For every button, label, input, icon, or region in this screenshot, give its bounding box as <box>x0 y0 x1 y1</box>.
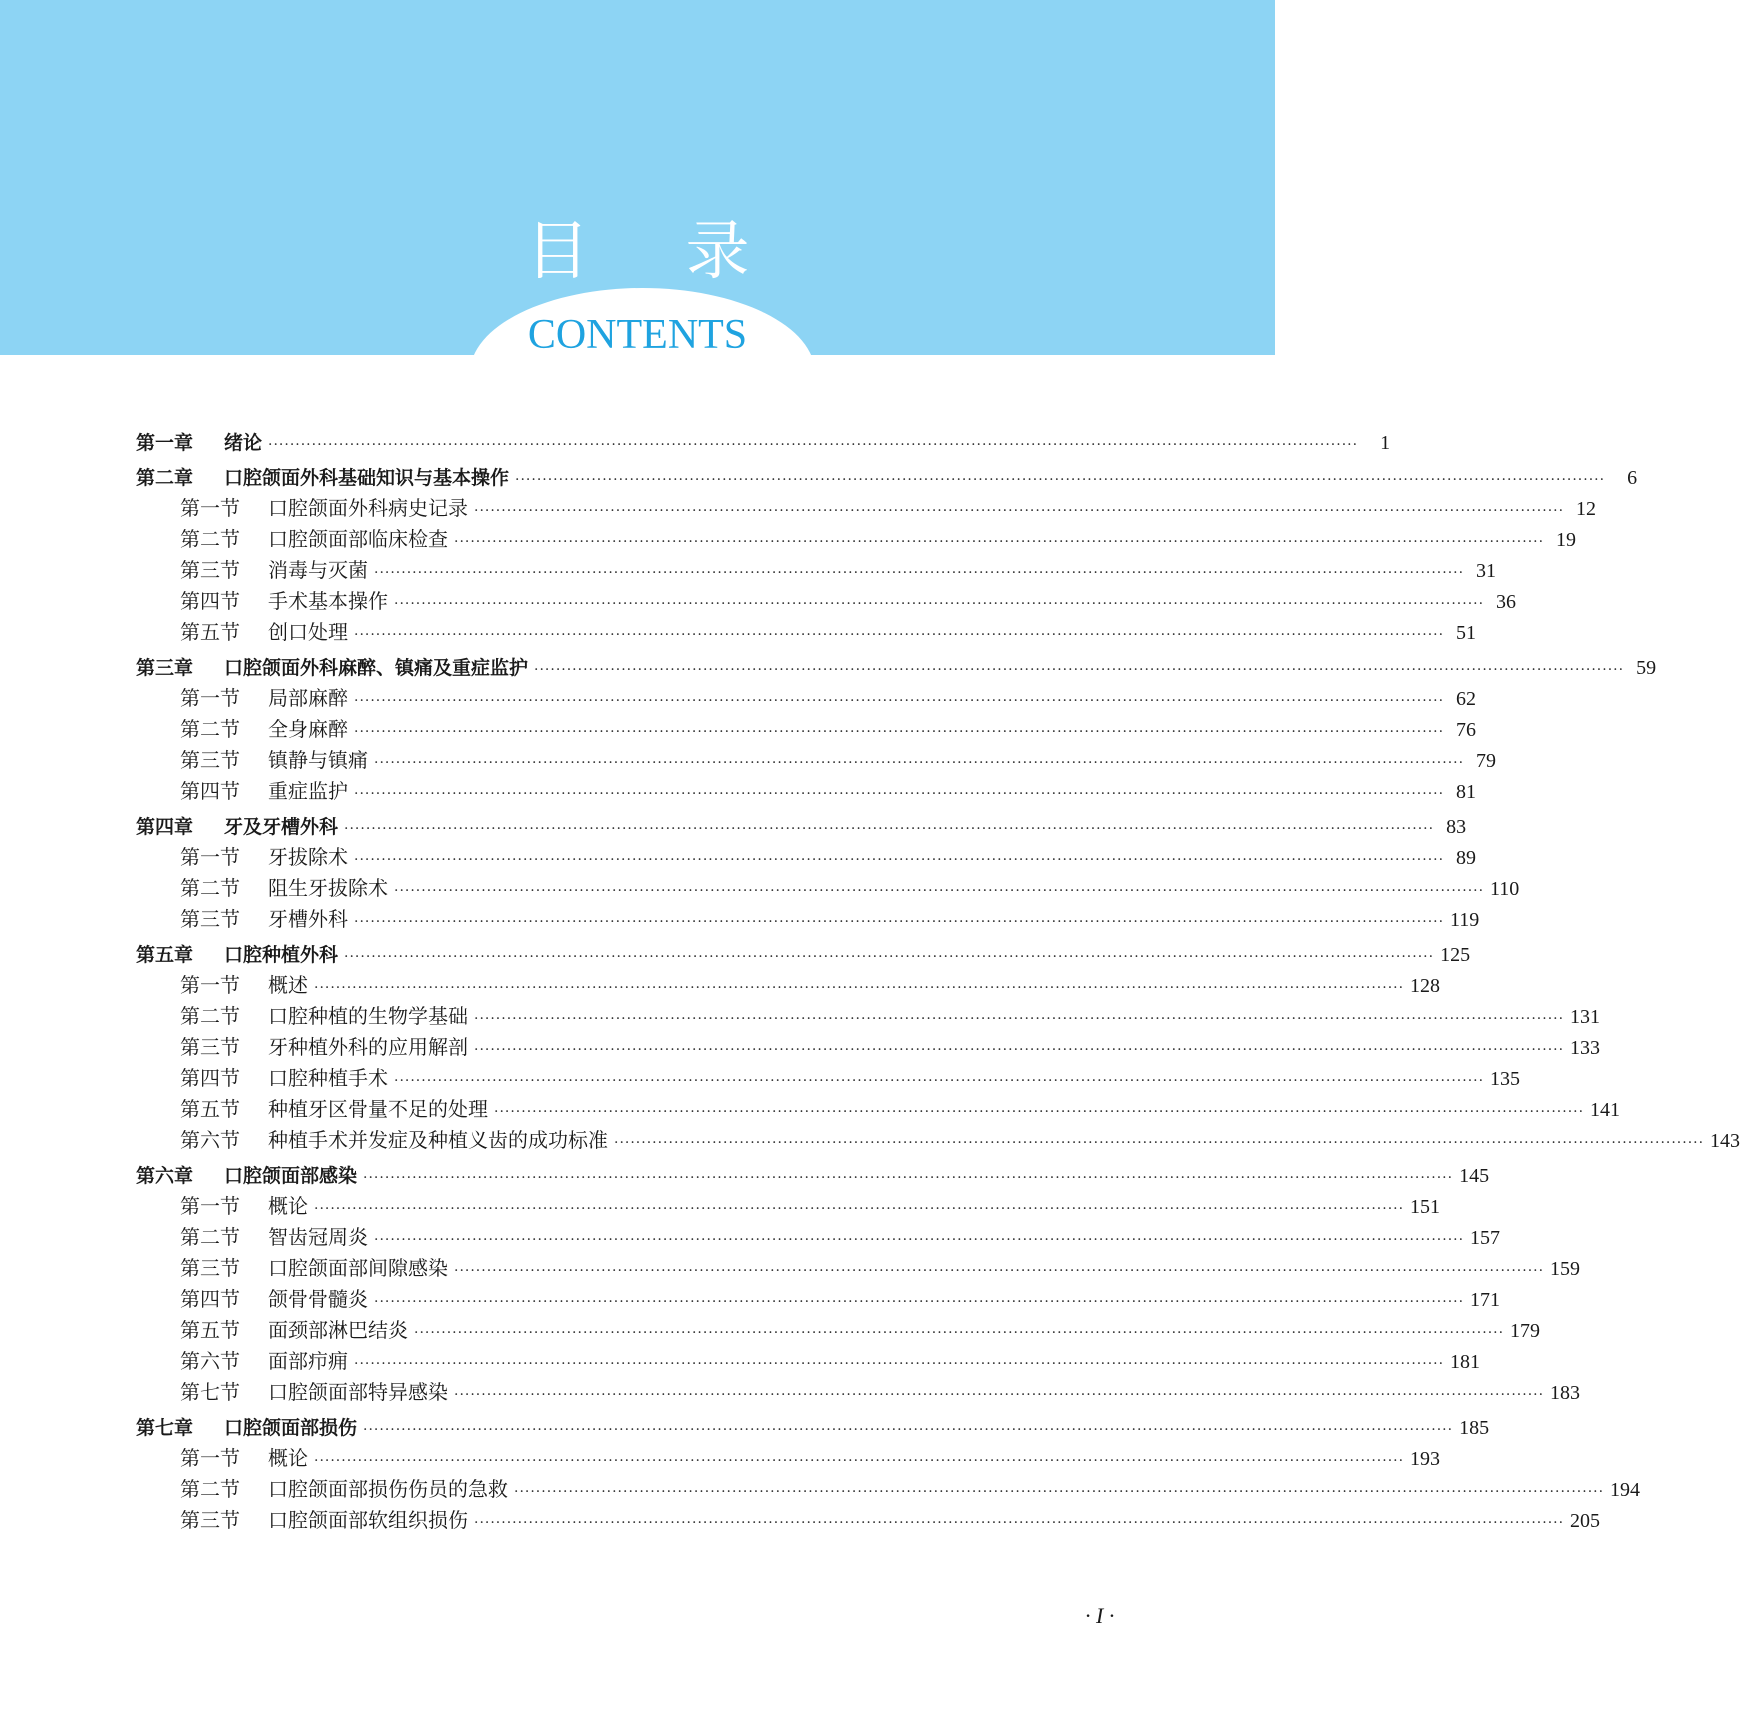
chapter-number: 第二章 <box>136 467 194 489</box>
chapter-title: 绪论 <box>224 432 263 454</box>
page-number: 131 <box>1570 1006 1601 1028</box>
dot-leader: ········································································································································································································ <box>474 1515 1565 1531</box>
chapter-title: 口腔颌面部损伤 <box>224 1417 358 1439</box>
section-number: 第四节 <box>180 779 240 803</box>
toc-section-row[interactable] <box>136 970 1441 1001</box>
toc-section-row[interactable] <box>136 1346 1481 1377</box>
section-title: 概论 <box>268 1194 308 1218</box>
section-title: 牙槽外科 <box>268 907 348 931</box>
page-number: 83 <box>1446 816 1467 838</box>
section-number: 第二节 <box>180 1004 240 1028</box>
dot-leader: ········································································································································································································ <box>314 980 1405 996</box>
toc-section-row[interactable] <box>136 1377 1581 1408</box>
page-number: 179 <box>1510 1320 1541 1342</box>
toc-section-row[interactable] <box>136 683 1477 714</box>
header-banner <box>0 0 1275 355</box>
dot-leader: ········································································································································································································ <box>515 472 1606 488</box>
dot-leader: ········································································································································································································ <box>394 883 1485 899</box>
toc-section-row[interactable] <box>136 1443 1441 1474</box>
toc-chapter-row[interactable] <box>136 1161 1490 1191</box>
section-number: 第三节 <box>180 558 240 582</box>
table-of-contents <box>136 428 1740 1536</box>
toc-section-row[interactable] <box>136 493 1597 524</box>
toc-section-row[interactable] <box>136 1125 1740 1156</box>
dot-leader: ········································································································································································································ <box>494 1104 1585 1120</box>
section-number: 第五节 <box>180 620 240 644</box>
dot-leader: ········································································································································································································ <box>414 1325 1505 1341</box>
toc-section-row[interactable] <box>136 1253 1581 1284</box>
toc-section-row[interactable] <box>136 617 1477 648</box>
page-number: 76 <box>1456 719 1477 741</box>
dot-leader: ········································································································································································································ <box>354 693 1445 709</box>
section-number: 第三节 <box>180 907 240 931</box>
section-number: 第四节 <box>180 1287 240 1311</box>
page-number: 143 <box>1710 1130 1740 1152</box>
section-title: 口腔颌面部软组织损伤 <box>268 1508 468 1532</box>
toc-chapter-row[interactable] <box>136 463 1638 493</box>
dot-leader: ········································································································································································································ <box>394 596 1485 612</box>
toc-section-row[interactable] <box>136 524 1577 555</box>
chapter-title: 口腔颌面部感染 <box>224 1165 358 1187</box>
dot-leader: ········································································································································································································ <box>474 503 1565 519</box>
section-title: 创口处理 <box>268 620 348 644</box>
section-number: 第一节 <box>180 1194 240 1218</box>
toc-section-row[interactable] <box>136 1315 1541 1346</box>
chapter-title: 口腔颌面外科基础知识与基本操作 <box>224 467 510 489</box>
section-number: 第四节 <box>180 1066 240 1090</box>
dot-leader: ········································································································································································································ <box>354 852 1445 868</box>
toc-section-row[interactable] <box>136 776 1477 807</box>
page-number: 133 <box>1570 1037 1601 1059</box>
dot-leader: ········································································································································································································ <box>374 755 1465 771</box>
dot-leader: ········································································································································································································ <box>314 1201 1405 1217</box>
page-title-en: CONTENTS <box>527 312 748 358</box>
toc-section-row[interactable] <box>136 873 1520 904</box>
page-number: 62 <box>1456 688 1477 710</box>
chapter-number: 第六章 <box>136 1165 194 1187</box>
dot-leader: ········································································································································································································ <box>474 1011 1565 1027</box>
dot-leader: ········································································································································································································ <box>394 1073 1485 1089</box>
section-title: 颌骨骨髓炎 <box>268 1287 368 1311</box>
section-number: 第三节 <box>180 748 240 772</box>
section-title: 口腔颌面部临床检查 <box>268 527 448 551</box>
page-number: 19 <box>1556 529 1577 551</box>
section-title: 重症监护 <box>268 779 348 803</box>
page-folio: · I · <box>1085 1603 1115 1628</box>
toc-section-row[interactable] <box>136 745 1497 776</box>
page-number: 159 <box>1550 1258 1581 1280</box>
chapter-number: 第三章 <box>136 657 194 679</box>
dot-leader: ········································································································································································································ <box>454 1263 1545 1279</box>
section-title: 全身麻醉 <box>268 717 348 741</box>
dot-leader: ········································································································································································································ <box>344 949 1435 965</box>
toc-section-row[interactable] <box>136 1094 1621 1125</box>
section-number: 第三节 <box>180 1035 240 1059</box>
page-number: 59 <box>1636 657 1657 679</box>
page-number: 141 <box>1590 1099 1621 1121</box>
dot-leader: ········································································································································································································ <box>534 662 1625 678</box>
section-title: 口腔种植手术 <box>268 1066 388 1090</box>
section-title: 阻生牙拔除术 <box>268 876 388 900</box>
section-number: 第一节 <box>180 1446 240 1470</box>
page-title-cn: 目录 <box>525 215 846 289</box>
section-title: 牙种植外科的应用解剖 <box>268 1035 468 1059</box>
section-title: 镇静与镇痛 <box>268 748 368 772</box>
page-number: 194 <box>1610 1479 1641 1501</box>
page-number: 205 <box>1570 1510 1601 1532</box>
dot-leader: ········································································································································································································ <box>363 1170 1454 1186</box>
page-number: 157 <box>1470 1227 1501 1249</box>
dot-leader: ········································································································································································································ <box>474 1042 1565 1058</box>
section-title: 手术基本操作 <box>268 589 388 613</box>
toc-section-row[interactable] <box>136 1474 1641 1505</box>
dot-leader: ········································································································································································································ <box>374 1294 1465 1310</box>
section-title: 概述 <box>268 973 308 997</box>
section-title: 口腔颌面部特异感染 <box>268 1380 448 1404</box>
section-number: 第三节 <box>180 1508 240 1532</box>
toc-section-row[interactable] <box>136 1032 1601 1063</box>
page-number: 1 <box>1380 432 1391 454</box>
dot-leader: ········································································································································································································ <box>374 565 1465 581</box>
chapter-title: 口腔种植外科 <box>224 944 339 966</box>
page-number: 185 <box>1459 1417 1490 1439</box>
toc-section-row[interactable] <box>136 904 1480 935</box>
section-title: 口腔颌面外科病史记录 <box>268 496 468 520</box>
toc-section-row[interactable] <box>136 1063 1521 1094</box>
page-number: 12 <box>1576 498 1597 520</box>
dot-leader: ········································································································································································································ <box>454 1387 1545 1403</box>
toc-section-row[interactable] <box>136 586 1517 617</box>
page-number: 193 <box>1410 1448 1441 1470</box>
section-title: 消毒与灭菌 <box>268 558 368 582</box>
page-number: 183 <box>1550 1382 1581 1404</box>
page-number: 151 <box>1410 1196 1441 1218</box>
section-number: 第二节 <box>180 876 240 900</box>
section-number: 第四节 <box>180 589 240 613</box>
section-title: 概论 <box>268 1446 308 1470</box>
toc-section-row[interactable] <box>136 1284 1501 1315</box>
section-number: 第三节 <box>180 1256 240 1280</box>
page-number: 31 <box>1476 560 1497 582</box>
page-number: 81 <box>1456 781 1477 803</box>
dot-leader: ········································································································································································································ <box>374 1232 1465 1248</box>
page-number: 181 <box>1450 1351 1481 1373</box>
section-title: 面部疖痈 <box>268 1349 348 1373</box>
toc-section-row[interactable] <box>136 1001 1601 1032</box>
page-number: 125 <box>1440 944 1471 966</box>
section-title: 智齿冠周炎 <box>268 1225 368 1249</box>
page-number: 36 <box>1496 591 1517 613</box>
page-number: 135 <box>1490 1068 1521 1090</box>
chapter-title: 口腔颌面外科麻醉、镇痛及重症监护 <box>224 657 529 679</box>
chapter-number: 第五章 <box>136 944 194 966</box>
toc-section-row[interactable] <box>136 1505 1601 1536</box>
chapter-number: 第四章 <box>136 816 194 838</box>
section-number: 第六节 <box>180 1349 240 1373</box>
section-number: 第一节 <box>180 686 240 710</box>
dot-leader: ········································································································································································································ <box>344 821 1435 837</box>
page-number: 51 <box>1456 622 1477 644</box>
page-number: 110 <box>1490 878 1520 900</box>
dot-leader: ········································································································································································································ <box>354 724 1445 740</box>
dot-leader: ········································································································································································································ <box>354 627 1445 643</box>
section-number: 第二节 <box>180 527 240 551</box>
toc-chapter-row[interactable] <box>136 940 1471 970</box>
page-number: 6 <box>1627 467 1638 489</box>
page-number: 89 <box>1456 847 1477 869</box>
chapter-number: 第七章 <box>136 1417 194 1439</box>
page-number: 128 <box>1410 975 1441 997</box>
dot-leader: ········································································································································································································ <box>363 1422 1454 1438</box>
dot-leader: ········································································································································································································ <box>514 1484 1605 1500</box>
section-number: 第二节 <box>180 1225 240 1249</box>
section-title: 种植手术并发症及种植义齿的成功标准 <box>268 1128 608 1152</box>
section-number: 第二节 <box>180 717 240 741</box>
section-title: 面颈部淋巴结炎 <box>268 1318 408 1342</box>
dot-leader: ········································································································································································································ <box>354 914 1445 930</box>
toc-section-row[interactable] <box>136 1191 1441 1222</box>
dot-leader: ········································································································································································································ <box>354 786 1445 802</box>
chapter-title: 牙及牙槽外科 <box>224 816 339 838</box>
toc-chapter-row[interactable] <box>136 812 1467 842</box>
section-number: 第二节 <box>180 1477 240 1501</box>
page-number: 145 <box>1459 1165 1490 1187</box>
page-number: 171 <box>1470 1289 1501 1311</box>
page-number: 79 <box>1476 750 1497 772</box>
toc-chapter-row[interactable] <box>136 653 1657 683</box>
section-number: 第一节 <box>180 496 240 520</box>
section-title: 口腔颌面部间隙感染 <box>268 1256 448 1280</box>
section-number: 第七节 <box>180 1380 240 1404</box>
chapter-number: 第一章 <box>136 432 194 454</box>
toc-section-row[interactable] <box>136 714 1477 745</box>
section-title: 口腔种植的生物学基础 <box>268 1004 468 1028</box>
section-title: 种植牙区骨量不足的处理 <box>268 1097 488 1121</box>
dot-leader: ········································································································································································································ <box>454 534 1545 550</box>
section-title: 口腔颌面部损伤伤员的急救 <box>268 1477 508 1501</box>
section-number: 第一节 <box>180 845 240 869</box>
dot-leader: ········································································································································································································ <box>268 437 1359 453</box>
toc-section-row[interactable] <box>136 1222 1501 1253</box>
dot-leader: ········································································································································································································ <box>354 1356 1445 1372</box>
toc-chapter-row[interactable] <box>136 1413 1490 1443</box>
section-number: 第五节 <box>180 1097 240 1121</box>
section-title: 牙拔除术 <box>268 845 348 869</box>
toc-section-row[interactable] <box>136 842 1477 873</box>
section-number: 第六节 <box>180 1128 240 1152</box>
dot-leader: ········································································································································································································ <box>614 1135 1705 1151</box>
toc-section-row[interactable] <box>136 555 1497 586</box>
section-title: 局部麻醉 <box>268 686 348 710</box>
section-number: 第一节 <box>180 973 240 997</box>
dot-leader: ········································································································································································································ <box>314 1453 1405 1469</box>
toc-chapter-row[interactable] <box>136 428 1391 458</box>
page-number: 119 <box>1450 909 1480 931</box>
section-number: 第五节 <box>180 1318 240 1342</box>
